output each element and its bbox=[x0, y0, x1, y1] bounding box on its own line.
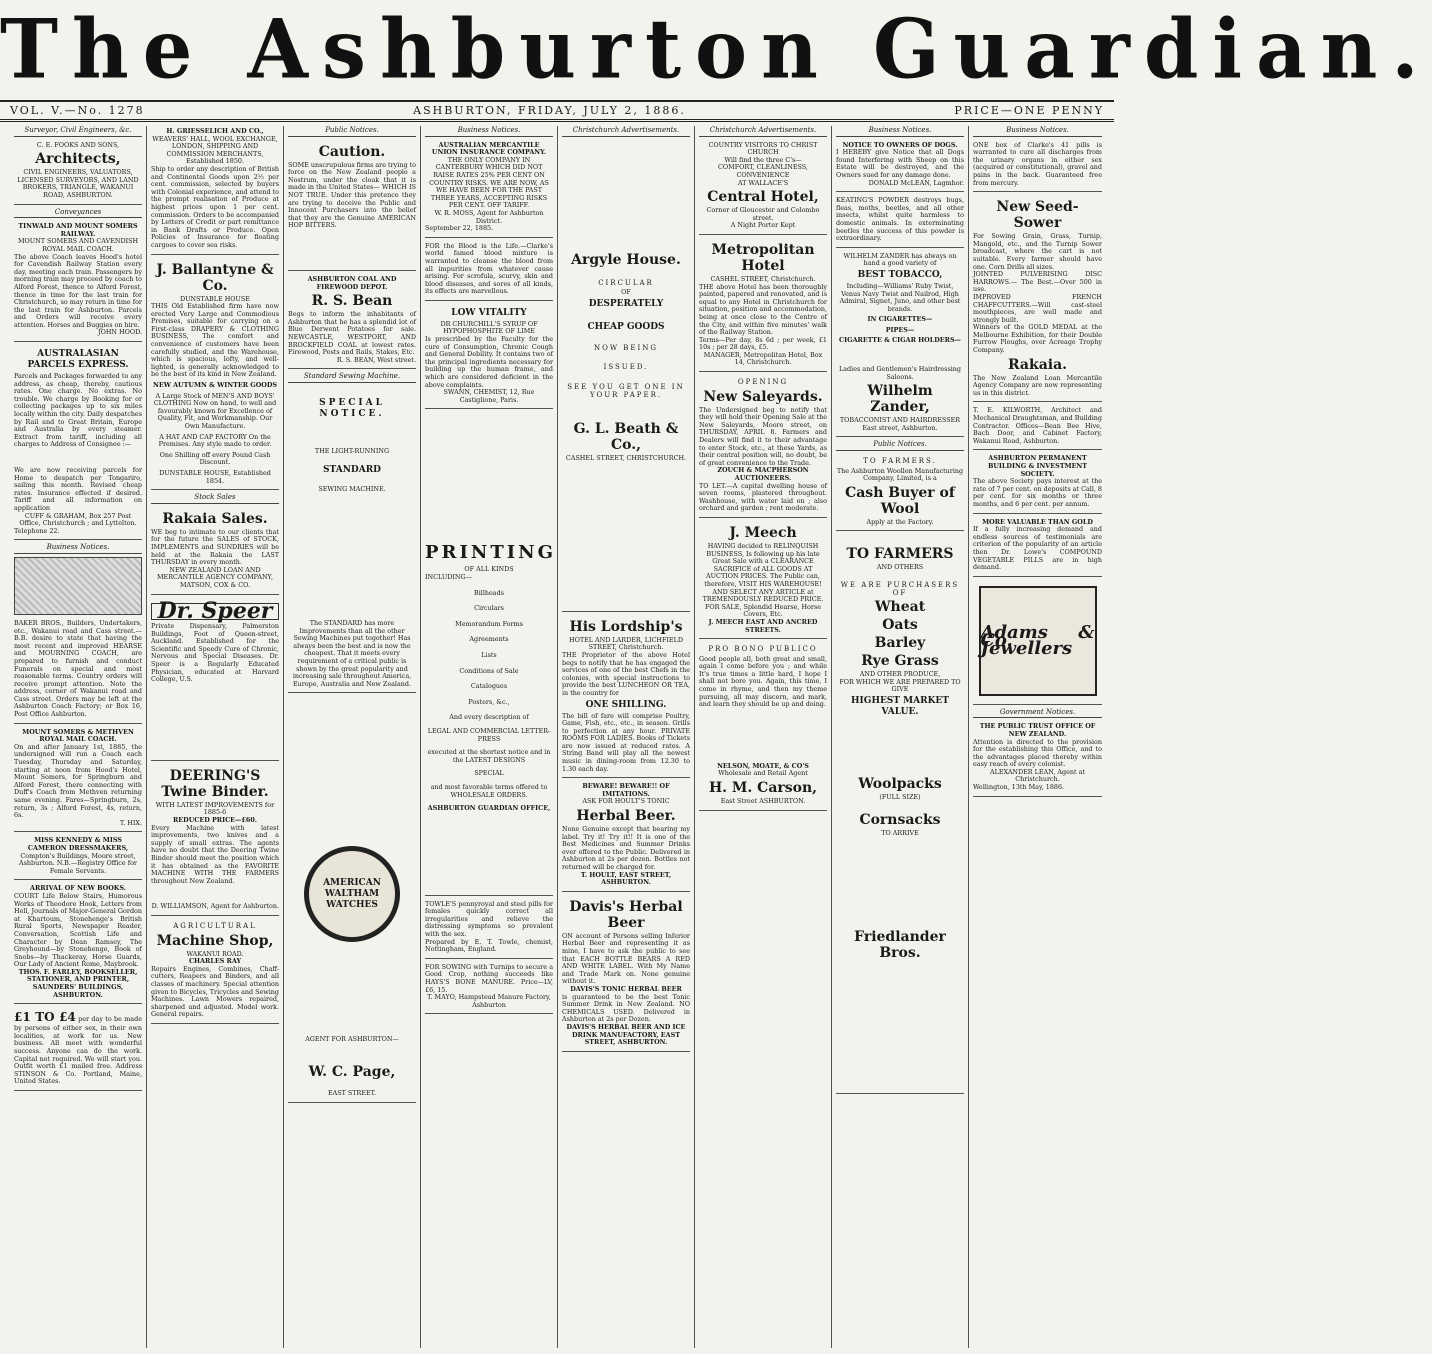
ad-subheading: HOTEL AND LARDER, LICHFIELD STREET, Christchurch. bbox=[569, 635, 683, 652]
ad-body: Private Dispensary, Palmerston Buildings, Foot of Queen-street, Auckland. Established for the Scientific and Speedy Cure of Chronic, Nervous and Special Diseases. Dr. Speer is a Regularly Educated Physician, educated at Harvard College, U.S. bbox=[151, 622, 279, 684]
ad-body: The STANDARD has more Improvements than all the other Sewing Machines put together! Has always been the best and is now the cheapest. That it meets every requirement of a critical public is shown by the great popularity and increasing sale throughout America, Europe, Australia and New Zealand. bbox=[292, 619, 412, 688]
ad-signature: R. S. BEAN, West street. bbox=[336, 355, 416, 364]
ad-lead: C. E. FOOKS AND SONS, bbox=[36, 140, 120, 149]
ad-title: Rakaia. bbox=[1007, 356, 1068, 373]
ad-subheading: AGENT FOR ASHBURTON— bbox=[305, 1035, 399, 1044]
ad-meech bbox=[699, 521, 827, 639]
ad-heading: THE PUBLIC TRUST OFFICE OF NEW ZEALAND. bbox=[979, 722, 1096, 738]
column-4 bbox=[421, 126, 558, 1348]
ad-heading: MISS KENNEDY & MISS CAMERON DRESSMAKERS, bbox=[27, 836, 129, 852]
ad-subheading: TOBACCONIST AND HAIRDRESSER bbox=[839, 416, 961, 425]
ad-address: East street, Ashburton. bbox=[862, 423, 938, 432]
ad-title: Metropolitan Hotel bbox=[711, 241, 815, 274]
section-header: Public Notices. bbox=[288, 126, 416, 137]
ad-body: One Shilling off every Pound Cash Discount. bbox=[159, 450, 271, 467]
ad-fooks bbox=[14, 140, 142, 205]
section-header: Business Notices. bbox=[14, 543, 142, 554]
grain-item: Wheat bbox=[874, 599, 926, 616]
ad-body: Repairs Engines, Combines, Chaff-cutters, Reapers and Binders, and all classes of machinery. Special attention given to Bicycles, Tricycles and Sewing Machines. Lawn Mowers repaired, sharpened and adjusted. Model work. General repairs. bbox=[151, 964, 279, 1019]
ad-signature: CUFF & GRAHAM, Box 257 Post Office, Christchurch ; and Lyttelton. bbox=[19, 511, 137, 528]
ad-building-society bbox=[973, 453, 1102, 513]
ad-central-hotel bbox=[699, 140, 827, 235]
ad-title: Rakaia Sales. bbox=[162, 510, 268, 527]
ad-signature: Prepared by E. T. Towle, chemist, Nottingham, England. bbox=[425, 937, 553, 954]
ad-body: Will find the three C's— bbox=[724, 155, 802, 164]
ad-body: IMPROVED FRENCH CHAFFCUTTERS.—Will cast-steel mouthpieces, are well made and strongly built. bbox=[973, 292, 1102, 324]
ad-heading: PRO BONO PUBLICO bbox=[708, 645, 818, 654]
ad-body: ONE box of Clarke's 41 pills is warranted to cure all discharges from the urinary organs in either sex (acquired or constitutional), gravel and pains in the back. Guaranteed free from mercury. bbox=[973, 140, 1102, 187]
ad-body: Terms—Per day, 8s 6d ; per week, £1 10s ; per 28 days, £5. bbox=[699, 335, 827, 352]
ad-money bbox=[14, 1007, 142, 1091]
ad-towles bbox=[425, 899, 553, 959]
ad-body: THIS Old Established firm have now erected Very Large and Commodious Premises, suitable for carrying on a First-class DRAPERY & CLOTHING BUSINESS, The comfort and convenience of customers have been carefully studied, and the Warehouse, which is spacious, lofty, and well-lighted, is generally acknowledged to be the best of its kind in New Zealand. bbox=[151, 302, 279, 379]
ad-body: CHEAP GOODS bbox=[587, 321, 665, 332]
ad-body: FOR SOWING with Turnips to secure a Good Crop, nothing succeeds like HAYS'S BONE MANURE. Price—LV, £6, 15. bbox=[425, 962, 553, 994]
ad-rakaia-sales bbox=[151, 507, 279, 595]
printing-item: Lists bbox=[481, 650, 497, 659]
ad-body: And every description of bbox=[449, 713, 529, 722]
ad-body: THE Proprietor of the above Hotel begs to notify that he has engaged the services of one of the best Chefs in the colonies, with special instructions to provide the best LUNCHEON OR TEA, in the country for bbox=[562, 650, 690, 697]
ad-signature: JOHN HOOD. bbox=[98, 328, 142, 337]
ad-title: Central Hotel, bbox=[707, 189, 819, 206]
ad-signature: T. HOULT, EAST STREET, ASHBURTON. bbox=[580, 870, 672, 887]
ad-heading: H. GRIESSELICH AND CO., bbox=[166, 127, 264, 135]
ad-highlight: NEW AUTUMN & WINTER GOODS bbox=[152, 381, 278, 390]
ad-deering bbox=[151, 764, 279, 916]
ad-title: His Lordship's bbox=[569, 618, 683, 635]
ad-body: CIGARETTE & CIGAR HOLDERS— bbox=[839, 336, 961, 345]
section-header: Business Notices. bbox=[973, 126, 1102, 137]
ad-signature: W. R. MOSS, Agent for Ashburton District. bbox=[434, 208, 544, 225]
ad-heading: AGRICULTURAL bbox=[173, 921, 257, 930]
grain-item: Rye Grass bbox=[861, 653, 939, 670]
ad-highlight: ONE SHILLING. bbox=[585, 699, 667, 710]
column-6 bbox=[695, 126, 832, 1348]
column-7 bbox=[832, 126, 969, 1348]
ad-price: REDUCED PRICE—£60. bbox=[172, 816, 258, 825]
section-header: Government Notices. bbox=[973, 708, 1102, 719]
ad-body: Attention is directed to the provision for the establishing this Office, and to the advantages placed thereby within easy reach of every colonist. bbox=[973, 737, 1102, 769]
ad-date: Wellington, 13th May, 1886. bbox=[973, 783, 1065, 792]
ad-title: J. Meech bbox=[729, 524, 797, 541]
ad-title: Davis's Herbal Beer bbox=[569, 898, 683, 931]
ad-kennedy bbox=[14, 835, 142, 880]
section-header: Public Notices. bbox=[836, 440, 964, 451]
ad-argyle-house bbox=[562, 140, 690, 612]
ad-body: Good people all, both great and small, again I come before you ; and while It's true times a little hard, I hope I shall not bore you. Again, this time, I come in rhyme, and then my theme pursuing, all may discern, and mark, and learn they should be up and doing. bbox=[699, 654, 827, 709]
section-header: Christchurch Advertisements. bbox=[699, 126, 827, 137]
ad-signature: D. WILLIAMSON, Agent for Ashburton. bbox=[151, 902, 279, 911]
ad-body: IN CIGARETTES— bbox=[867, 315, 933, 324]
ad-body: If a fully increasing demand and endless sources of testimonials are criterion of the popularity of an article then Dr. Lowe's COMPOUND VEGETABLE PILLS are in high demand. bbox=[973, 525, 1102, 572]
ad-name: CHARLES RAY bbox=[188, 957, 242, 966]
section-header: Business Notices. bbox=[425, 126, 553, 137]
printing-item: Agreements bbox=[469, 635, 509, 644]
ad-subheading: THE LIGHT-RUNNING bbox=[314, 446, 390, 455]
column-2 bbox=[147, 126, 284, 1348]
printing-item: Memorandum Forms bbox=[455, 619, 523, 628]
ad-pro-bono bbox=[699, 642, 827, 811]
ad-body: A Night Porter Kept bbox=[730, 221, 796, 230]
ad-tinwald bbox=[14, 221, 142, 342]
ad-body: and most favorable terms offered to WHOLESALE ORDERS. bbox=[430, 782, 548, 799]
ad-bone-manure bbox=[425, 962, 553, 1015]
ad-heading: LOW VITALITY bbox=[451, 307, 527, 318]
ad-title: TO FARMERS bbox=[846, 546, 954, 563]
ad-body: On and after January 1st, 1885, the undersigned will run a Coach each Tuesday, Thursday and Saturday, starting at noon from Hood's Hotel, Mount Somers, for Springburn and Alford Forest, there connecting with Duff's Coach from Methven returning same evening. Fares—Springburn, 2s, return, 3s ; Alford Forest, 4s, return, 6s. bbox=[14, 742, 142, 820]
columns bbox=[10, 126, 1106, 1348]
dateline bbox=[0, 100, 1114, 122]
ad-davis-herbal-beer bbox=[562, 895, 690, 1052]
ad-body: THE ONLY COMPANY IN CANTERBURY WHICH DID NOT RAISE RATES 25% PER CENT ON COUNTRY RISKS. WE ARE NOW, AS WE HAVE BEEN FOR THE PAST THREE YEARS, ACCEPTING RISKS PER CENT. OFF TARIFF. bbox=[429, 155, 549, 210]
ad-heading: ASHBURTON PERMANENT BUILDING & INVESTMENT SOCIETY. bbox=[987, 454, 1088, 478]
ad-standard-sewing bbox=[288, 386, 416, 694]
ad-parcels bbox=[14, 345, 142, 540]
section-header: Business Notices. bbox=[836, 126, 964, 137]
ad-body: Every Machine with latest improvements, two knives and a supply of small extras. The agents have no doubt that the Deering Twine Binder should meet the position which it has obtained as the FAVORITE MACHINE WITH THE FARMERS throughout New Zealand. bbox=[151, 823, 279, 885]
ad-heading: WILHELM ZANDER has always on hand a good variety of bbox=[843, 251, 957, 268]
ad-body: ISSUED. bbox=[603, 363, 649, 372]
ad-title: STANDARD bbox=[323, 465, 381, 476]
ad-body: TO LET.—A capital dwelling house of seven rooms, plastered throughout. Washhouse, with water laid on ; also orchard and garden ; rent moderate. bbox=[699, 481, 827, 513]
ad-body: T. E. KILWORTH, Architect and Mechanical Draughtsman, and Building Contractor. Offices—Bean Bee Hive, Bach Door, and Cabinet Factory, Wakanui Road, Ashburton. bbox=[973, 406, 1102, 445]
ad-adams-jewellers bbox=[973, 580, 1102, 705]
ad-signature: DONALD McLEAN, Lagmhor. bbox=[868, 178, 964, 187]
printing-item: Conditions of Sale bbox=[459, 666, 519, 675]
ad-title: Cash Buyer of Wool bbox=[845, 484, 955, 517]
ad-highlight: BEST TOBACCO, bbox=[857, 269, 943, 280]
ad-heading: OPENING bbox=[737, 378, 789, 387]
ad-body: SOME unscrupulous firms are trying to force on the New Zealand people a Nostrum, under the cloak that it is made in the United States— WHICH IS NOT TRUE. Under this pretence they are trying to deceive the Public and Innocent Purchasers into the belief that they are the Genuine AMERICAN HOP BITTERS. bbox=[288, 160, 416, 230]
ad-body: THE above Hotel has been thoroughly painted, papered and renovated, and is equal to any Hotel in Christchurch for situation, position and accommodation, being at once close to the Centre of the City, and within five minutes' walk of the Railway Station. bbox=[699, 282, 827, 337]
ad-heading: ARRIVAL OF NEW BOOKS. bbox=[30, 884, 126, 893]
printing-item: Catalogues bbox=[470, 682, 508, 691]
ad-body: A Large Stock of MEN'S AND BOYS' CLOTHING Now on hand, to well and favourably known for Excellence of Quality, Fit, and Workmanship. Our Own Manufacture. bbox=[153, 391, 277, 430]
ad-his-lordships bbox=[562, 615, 690, 779]
ad-heading: MOUNT SOMERS & METHVEN ROYAL MAIL COACH. bbox=[22, 727, 134, 744]
ad-body: Compton's Buildings, Moore street, Ashburton. N.B.—Registry Office for Female Servants. bbox=[19, 851, 137, 875]
ad-title: New Seed-Sower bbox=[996, 199, 1079, 232]
ad-body: Parcels and Packages forwarded to any address, as cheap, thereby, cautious rates. One charge. No extras. No trouble. We charge by Booking for or collecting packages up to six miles locally within the city. Daily despatches by Rail and to Great Britain, Europe and Australia by every steamer. Extract from tariff, including all charges to Address of Consignee :— bbox=[14, 372, 142, 449]
ad-signature: NEW ZEALAND LOAN AND MERCANTILE AGENCY COMPANY, MATSON, COX & CO. bbox=[157, 565, 273, 589]
ad-body: For Sowing Grain, Grass, Turnip, Mangold, etc., and the Turnip Sower broadcast, where the cart is not suitable. Every farmer should have one. Corn Drills all sizes. bbox=[973, 232, 1102, 271]
ad-body: FOR the Blood is the Life.—Clarke's world famed blood mixture is warranted to cleanse the blood from all impurities from whatever cause arising. For scrofula, scurvy, skin and blood diseases, and sores of all kinds, its effects are marvellous. bbox=[425, 241, 553, 296]
adams-jewellers-logo: Adams & Co. Jewellers bbox=[979, 586, 1097, 696]
ad-body: INCLUDING— bbox=[425, 573, 473, 581]
ad-body: Ship to order any description of British and Continental Goods upon 2½ per cent. commission, selected by buyers with Colonial experience, and attend to the prompt realisation of Produce at highest prices upon 1 per cent. commission. Orders to be accompanied by Letters of Credit or part remittance in Bank Drafts or Produce. Open Policies of Insurance for floating cargoes to cover sea risks. bbox=[151, 164, 280, 249]
ad-subheading: NELSON, MOATE, & CO'S bbox=[717, 761, 809, 770]
ad-waltham bbox=[288, 696, 416, 1102]
ad-mount-somers bbox=[14, 727, 142, 833]
section-header: Conveyances bbox=[14, 208, 142, 219]
ad-title: PRINTING bbox=[425, 542, 557, 564]
section-header: Christchurch Advertisements. bbox=[562, 126, 690, 137]
ad-body: Wholesale and Retail Agent bbox=[718, 769, 808, 778]
printing-item: Billheads bbox=[474, 588, 504, 597]
ad-books bbox=[14, 883, 142, 1004]
ad-heading: ASHBURTON COAL AND FIREWOOD DEPOT. bbox=[307, 274, 397, 291]
ad-signature: ZOUCH & MACPHERSON AUCTIONEERS. bbox=[717, 466, 809, 482]
ad-printing bbox=[425, 412, 557, 895]
ad-body: CIRCULAR bbox=[598, 278, 654, 287]
section-header: Standard Sewing Machine. bbox=[288, 372, 416, 383]
ad-body: DESPERATELY bbox=[588, 298, 664, 309]
ad-friedlander bbox=[836, 534, 964, 1094]
ad-keatings bbox=[836, 195, 964, 248]
ad-caution bbox=[288, 140, 416, 271]
ad-machine-shop bbox=[151, 919, 279, 1024]
ad-body: None Genuine except that bearing my label. Try it! Try it!! It is one of the Best Medicines and Summer Drinks ever offered to the Public. Delivered in Ashburton at 2s per dozen. Bottles not returned will be charged for. bbox=[562, 825, 690, 871]
ad-dogs-notice bbox=[836, 140, 964, 193]
ad-mercantile-union bbox=[425, 140, 553, 238]
ad-title: Caution. bbox=[318, 143, 386, 160]
ad-heading: TO FARMERS. bbox=[863, 457, 937, 466]
ad-body: Is prescribed by the Faculty for the cure of Consumption, Chronic Cough and General Debility. It contains two of the principal ingredients necessary for building up the human frame, and which are considered deficient in the above complaints. bbox=[425, 335, 553, 389]
ad-public-trust bbox=[973, 721, 1102, 796]
ad-established: Established 1850. bbox=[185, 157, 245, 166]
ad-address: CASHEL STREET, CHRISTCHURCH. bbox=[565, 454, 687, 463]
printing-item: Posters, &c., bbox=[468, 697, 510, 706]
ad-subheading: ASK FOR HOULT'S TONIC bbox=[582, 797, 670, 806]
ad-body: I HEREBY give Notice that all Dogs found Interfering with Sheep on this Estate will be destroyed, and the Owners sued for any damage done. bbox=[836, 148, 964, 179]
ad-heading: BEWARE! BEWARE!! OF IMITATIONS. bbox=[582, 782, 670, 798]
ad-body: CIVIL ENGINEERS, VALUATORS, LICENSED SURVEYORS, AND LAND BROKERS, TRIANGLE, WAKANUI ROAD, ASHBURTON. bbox=[17, 168, 139, 199]
ad-body: COMFORT, CLEANLINESS, CONVENIENCE bbox=[718, 163, 808, 179]
ad-subheading: DUNSTABLE HOUSE bbox=[180, 294, 250, 303]
ad-title: Argyle House. bbox=[571, 251, 681, 268]
waltham-watch-logo: AMERICAN WALTHAM WATCHES bbox=[304, 846, 400, 942]
ad-signature: J. MEECH EAST AND ANCRED STREETS. bbox=[708, 617, 818, 634]
column-1 bbox=[10, 126, 147, 1348]
grain-item: Barley bbox=[874, 635, 926, 652]
ad-body: is guaranteed to be the best Tonic Summer Drink in New Zealand. NO CHEMICALS USED. Delivered in Ashburton at 2s per Dozen. bbox=[562, 992, 690, 1024]
ad-body: The above Society pays interest at the rate of 7 per cent. on deposits at Call, 8 per cent. for six months or three months, and 6 per cent. per annum. bbox=[973, 477, 1102, 508]
ad-body: LEGAL AND COMMERCIAL LETTER-PRESS bbox=[427, 726, 551, 743]
ad-woollen-company bbox=[836, 454, 964, 531]
ad-valuable-gold bbox=[973, 517, 1102, 577]
ad-metropolitan-hotel bbox=[699, 238, 827, 372]
ad-signature: G. L. Beath & Co., bbox=[573, 421, 679, 454]
ad-title: Cornsacks bbox=[859, 811, 941, 828]
ad-highlight: HIGHEST MARKET VALUE. bbox=[851, 695, 949, 717]
ad-address: EAST STREET. bbox=[327, 1089, 377, 1097]
column-8 bbox=[969, 126, 1106, 1348]
ad-highlight: DAVIS'S TONIC HERBAL BEER bbox=[570, 984, 682, 993]
ad-body: TOWLE'S pennyroyal and steel pills for females quickly correct all irregularities and relieve the distressing symptoms so prevalent with the sex. bbox=[425, 899, 553, 939]
ad-body: WE ARE PURCHASERS OF bbox=[840, 581, 960, 597]
issue-date: ASHBURTON, FRIDAY, JULY 2, 1886. bbox=[413, 104, 686, 117]
ad-body: The Ashburton Woollen Manufacturing Company, Limited, is a bbox=[836, 466, 964, 483]
ad-body: Winners of the GOLD MEDAL at the Melbourne Exhibition, for their Double Furrow Ploughs, over Acreage Trophy Company. bbox=[973, 323, 1102, 355]
ad-dr-speer bbox=[151, 598, 279, 761]
ad-footer: We are now receiving parcels for Home to despatch per Tongariro, sailing this month. Revised cheap rates. Insurance effected if desired. Tariff and all information on application bbox=[14, 466, 142, 512]
ad-body: ON account of Persons selling Inferior Herbal Beer and representing it as mine, I have to ask the public to see that EACH BOTTLE BEARS A RED AND WHITE LABEL. With My Name and Trade Mark on. None genuine without it. bbox=[562, 931, 690, 986]
ad-body: Ladies and Gentlemen's Hairdressing Saloons. bbox=[839, 365, 961, 381]
ad-title: Dr. Speer bbox=[151, 603, 279, 621]
coach-engraving-image bbox=[14, 557, 142, 615]
ad-signature: THOS. F. FARLEY, BOOKSELLER, STATIONER, AND PRINTER, SAUNDERS' BUILDINGS, ASHBURTON. bbox=[18, 967, 138, 999]
ad-subheading: WAKANUI ROAD. bbox=[186, 949, 244, 958]
ad-zander bbox=[836, 251, 964, 438]
printing-item: Circulars bbox=[474, 604, 504, 613]
ad-heading: MORE VALUABLE THAN GOLD bbox=[982, 517, 1093, 526]
ad-body: JOINTED PULVERISING DISC HARROWS.— The Best.—Over 500 in use. bbox=[973, 270, 1102, 294]
ad-address: CASHEL STREET, Christchurch. bbox=[710, 274, 816, 283]
ad-body: The New Zealand Loan Mercantile Agency Company are now representing us in this district. bbox=[973, 373, 1102, 397]
ad-signature: DUNSTABLE HOUSE, Established 1854. bbox=[159, 468, 271, 485]
ad-signature: DAVIS'S HERBAL BEER AND ICE DRINK MANUFACTORY, EAST STREET, ASHBURTON. bbox=[566, 1022, 686, 1047]
volume-number: VOL. V.—No. 1278 bbox=[10, 104, 145, 117]
ad-subheading: DR CHURCHILL'S SYRUP OF HYPOPHOSPHITE OF LIME bbox=[440, 319, 538, 336]
ad-baker bbox=[14, 618, 142, 724]
ad-body: FOR WHICH WE ARE PREPARED TO GIVE bbox=[839, 677, 961, 694]
ad-heading: COUNTRY VISITORS TO CHRIST CHURCH bbox=[708, 140, 818, 157]
ad-kilworth bbox=[973, 405, 1102, 450]
ad-title: New Saleyards. bbox=[703, 388, 823, 405]
ad-subheading: SEWING MACHINE. bbox=[318, 485, 386, 494]
ad-body: NOW BEING bbox=[593, 343, 659, 352]
column-3 bbox=[284, 126, 421, 1348]
ad-heading: AUSTRALIAN MERCANTILE UNION INSURANCE COMPANY. bbox=[431, 140, 547, 157]
ad-body: OF bbox=[621, 288, 631, 297]
ad-signature: MANAGER, Metropolitan Hotel, Box 14, Christchurch. bbox=[703, 350, 823, 367]
ad-ballantyne bbox=[151, 258, 279, 491]
ad-body: KEATING'S POWDER destroys bugs, fleas, moths, beetles, and all other insects, whilst quite harmless to domestic animals. In exterminating beetles the success of this powder is extraordinary. bbox=[836, 196, 964, 243]
grain-item: Oats bbox=[882, 617, 918, 634]
ad-body: HAVING decided to RELINQUISH BUSINESS, Is following up his late Great Sale with a CLEARANCE SACRIFICE of ALL GOODS AT AUCTION PRICES. The Public can, therefore, VISIT HIS WAREHOUSE! AND SELECT ANY ARTICLE at TREMENDOUSLY REDUCED PRICE. bbox=[702, 541, 824, 604]
ad-body: AT WALLACE'S bbox=[737, 178, 789, 187]
ad-low-vitality bbox=[425, 304, 553, 410]
ad-signature: Friedlander Bros. bbox=[854, 929, 946, 962]
ad-title: J. Ballantyne & Co. bbox=[156, 261, 274, 294]
ad-body: WE beg to intimate to our clients that for the future the SALES of STOCK, IMPLEMENTS and SUNDRIES will be held at the Rakaia the LAST THURSDAY in every month. bbox=[151, 527, 279, 567]
ad-lead: £1 TO £4 bbox=[14, 1010, 76, 1025]
ad-signature: SWANN, CHEMIST, 12, Rue Castiglione, Paris. bbox=[443, 388, 535, 404]
ad-title: Architects, bbox=[35, 151, 121, 168]
ad-title: Herbal Beer. bbox=[576, 808, 676, 825]
ad-body: AND OTHER PRODUCE, bbox=[859, 670, 941, 679]
ad-signature: T. MAYO, Hampstead Manure Factory, Ashburton bbox=[427, 993, 551, 1009]
ad-hoults-herbal-beer bbox=[562, 781, 690, 892]
ad-date: September 22, 1885. bbox=[425, 224, 494, 233]
section-header: Surveyor, Civil Engineers, &c. bbox=[14, 126, 142, 137]
ad-title: W. C. Page, bbox=[308, 1064, 396, 1080]
ad-clarkes-blood bbox=[425, 241, 553, 301]
ad-body: PIPES— bbox=[885, 325, 915, 334]
masthead bbox=[0, 0, 1432, 100]
ad-address: East Street ASHBURTON. bbox=[720, 797, 806, 806]
ad-body: The Undersigned beg to notify that they will hold their Opening Sale at the New Saleyards, Moore street, on THURSDAY, APRIL 8. Farmers and Dealers will find it to their advantage to enter Stock, etc., at these Yards, as their central position will, no doubt, be of great convenience to the Trade. bbox=[699, 405, 827, 467]
ad-address: Corner of Gloucester and Colombo street. bbox=[706, 206, 820, 222]
ad-body: Apply at the Factory. bbox=[866, 517, 934, 526]
column-5 bbox=[558, 126, 695, 1348]
ad-heading: NOTICE TO OWNERS OF DOGS. bbox=[842, 140, 958, 149]
section-header: Stock Sales bbox=[151, 493, 279, 504]
ad-coal-depot bbox=[288, 274, 416, 369]
ad-body: TO ARRIVE bbox=[881, 828, 919, 837]
ad-body: SEE YOU GET ONE IN YOUR PAPER. bbox=[567, 382, 685, 399]
newspaper-title: The Ashburton Guardian. bbox=[0, 1, 1432, 98]
ad-subheading: WEAVERS' HALL, WOOL EXCHANGE, LONDON, SHIPPING AND COMMISSION MERCHANTS, bbox=[152, 134, 278, 158]
ad-body: per day to be made by persons of either sex, in their own localities, at work for us. New business. All meet with wonderful success. Anyone can do the work. Capital not required. We will start you. Outfit worth £1 mailed free. Address STINSON & Co. Portland, Maine, United States. bbox=[14, 1015, 142, 1086]
ad-title: SPECIAL NOTICE. bbox=[319, 397, 385, 419]
ad-title: R. S. Bean bbox=[311, 293, 393, 310]
ad-body: BAKER BROS., Builders, Undertakers, etc., Wakanui road and Cass street.—B.B. desire to state that having the most recent and improved HEARSE and MOURNING COACH, are prepared to furnish and conduct Funerals on special and most reasonable terms. Country orders will receive prompt attention. Note the address, corner of Wakanui road and Cass street. Orders may be left at the Ashburton Coach Factory; or Box 16, Post Office Ashburton. bbox=[14, 618, 142, 719]
ad-body: (FULL SIZE) bbox=[879, 792, 921, 801]
ad-title: H. M. Carson, bbox=[708, 780, 818, 797]
ad-body: Including—Williams' Ruby Twist, Venus Navy Twist and Nailrod, High Admiral, Signet, Juno, and other best brands. bbox=[839, 281, 961, 313]
ad-body: FOR SALE, Splendid Hearse, Horse Covers, Etc. bbox=[704, 602, 822, 619]
ad-griesselich bbox=[151, 126, 279, 255]
ad-subheading: WITH LATEST IMPROVEMENTS for 1885-6 bbox=[155, 800, 275, 817]
ad-title: Wilhelm Zander, bbox=[867, 383, 933, 416]
ad-body: A HAT AND CAP FACTORY On the Premises. Any style made to order. bbox=[158, 432, 272, 449]
ad-title: DEERING'S Twine Binder. bbox=[161, 767, 269, 800]
ad-title: Machine Shop, bbox=[156, 932, 274, 949]
ad-clarkes-pills bbox=[973, 140, 1102, 193]
ad-body: The above Coach leaves Hood's hotel for Cavendish Railway Station every day, meeting each train. Passengers by morning train may proceed by coach to Alford Forest, thence to Alford Forest, thence in time for the last train for Christchurch, so may return in time for the last train for Ashburton. Parcels and Orders will receive every attention. Horses and Buggies on hire. bbox=[14, 252, 142, 329]
ad-signature: ASHBURTON GUARDIAN OFFICE, bbox=[427, 804, 551, 813]
ad-new-saleyards bbox=[699, 375, 827, 518]
ad-signature: T. HIX. bbox=[119, 818, 142, 827]
ad-body: The bill of fare will comprise Poultry, Game, Fish, etc., etc., in season. Grills to perfection at any hour. PRIVATE ROOMS FOR LADIES. Books of Tickets are now issued at reduced rates. A String Band will play all the newest music in dining-room from 12.30 to 1.30 each day. bbox=[562, 711, 690, 773]
ad-seed-sower bbox=[973, 195, 1102, 402]
ad-heading: AUSTRALASIAN PARCELS EXPRESS. bbox=[27, 349, 129, 371]
ad-body: executed at the shortest notice and in the LATEST DESIGNS bbox=[427, 748, 551, 764]
telephone: Telephone 22. bbox=[14, 526, 60, 535]
price: PRICE—ONE PENNY bbox=[954, 104, 1104, 117]
ad-heading: TINWALD AND MOUNT SOMERS RAILWAY. bbox=[18, 222, 138, 238]
ad-subheading: MOUNT SOMERS AND CAVENDISH ROYAL MAIL COACH. bbox=[17, 237, 139, 253]
ad-subheading: OF ALL KINDS bbox=[464, 565, 514, 574]
ad-subheading: AND OTHERS bbox=[876, 563, 924, 572]
ad-signature: ALEXANDER LEAN, Agent at Christchurch. bbox=[989, 767, 1086, 784]
ad-body: Begs to inform the inhabitants of Ashburton that he has a splendid lot of Blue Derwent Potatoes for sale. NEWCASTLE, WESTPORT, AND BROCKFIELD COAL at lowest rates. Firewood, Posts and Rails, Stakes, Etc. bbox=[288, 310, 416, 357]
ad-title: Woolpacks bbox=[858, 775, 942, 792]
ad-body: COURT Life Below Stairs, Humorous Works of Theodore Hook, Letters from Hell, Journals of Major-General Gordon at Khartoum, Stonehenge's British Rural Sports, Newspaper Reader, Conversation, Scottish Life and Character by Dean Ramsey, The Greyhound—by Stonehenge, Book of Snobs—by Thackeray, Horse Guards, Our Lady of Ancient Rome, Maybrook. bbox=[14, 891, 142, 969]
ad-body: SPECIAL bbox=[474, 769, 504, 778]
